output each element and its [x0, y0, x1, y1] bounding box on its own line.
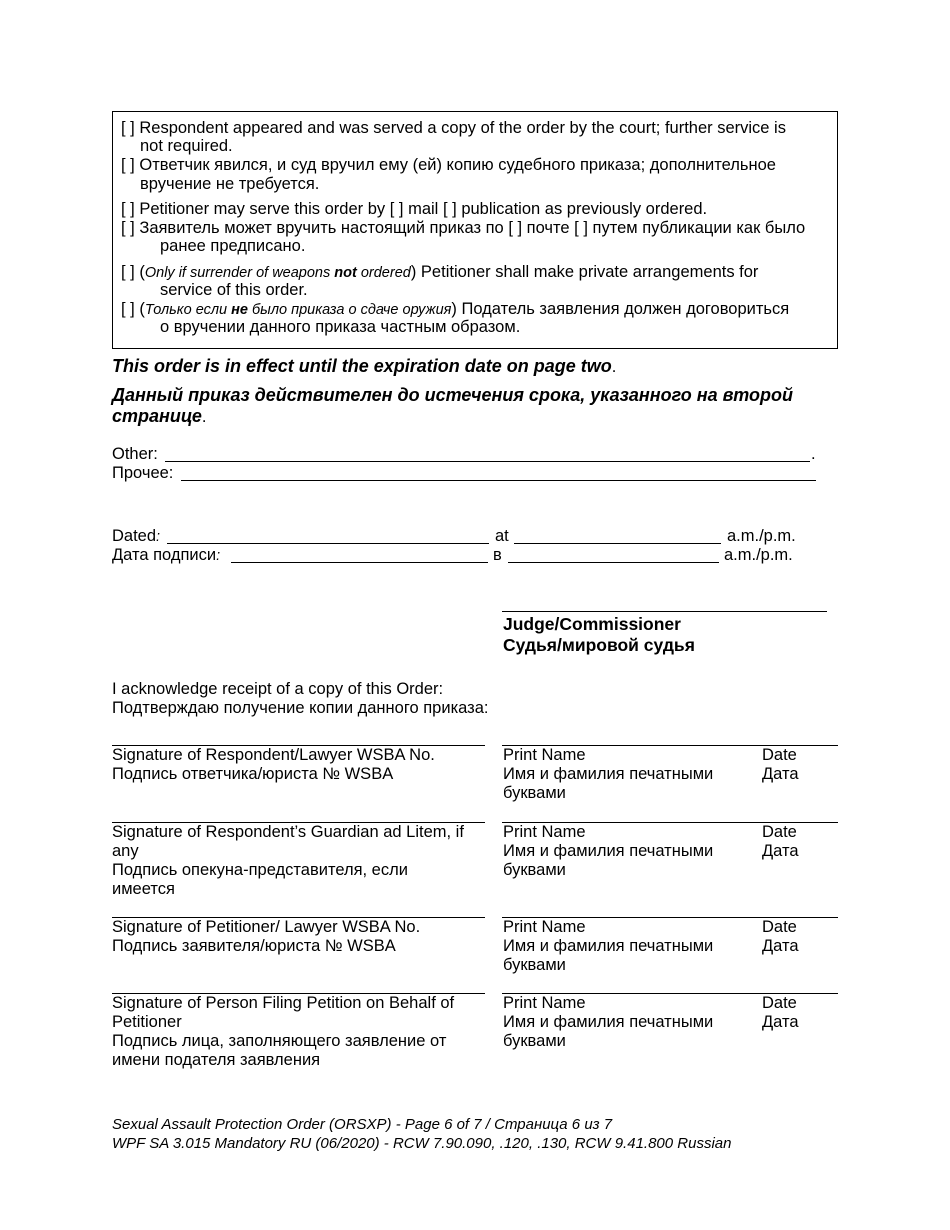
checkbox-served-by-court[interactable]: [ ]: [121, 119, 135, 137]
ampm-label: a.m./p.m.: [727, 527, 796, 545]
service-item-1-ru-cont: вручение не требуется.: [140, 175, 320, 193]
dated-input-line-ru[interactable]: [231, 562, 488, 563]
other-label-ru: Прочее:: [112, 464, 174, 482]
other-input-line[interactable]: [165, 461, 810, 462]
date-label: Date Дата: [762, 823, 799, 860]
signature-label: Signature of Petitioner/ Lawyer WSBA No. Подпись заявителя/юриста № WSBA: [112, 918, 421, 955]
print-name-label: Print Name Имя и фамилия печатными буквами: [503, 918, 714, 974]
print-name-label: Print Name Имя и фамилия печатными буквами: [503, 994, 714, 1050]
date-label: Date Дата: [762, 918, 799, 955]
service-item-2-ru-cont: ранее предписано.: [160, 237, 306, 255]
judge-title-ru: Судья/мировой судья: [503, 635, 695, 655]
signature-label: Signature of Respondent’s Guardian ad Litem, if any Подпись опекуна-представителя, если имеется: [112, 823, 464, 898]
ampm-label-ru: a.m./p.m.: [724, 546, 793, 564]
footer-line-1: Sexual Assault Protection Order (ORSXP) - Page 6 of 7 / Страница 6 из 7: [112, 1116, 613, 1133]
other-input-line-ru[interactable]: [181, 480, 816, 481]
dated-input-line[interactable]: [167, 543, 489, 544]
signature-label: Signature of Respondent/Lawyer WSBA No. Подпись ответчика/юриста № WSBA: [112, 746, 435, 783]
dated-at-label: at: [495, 527, 509, 545]
service-item-2-ru: [ ] Заявитель может вручить настоящий приказ по [ ] почте [ ] путем публикации как было: [121, 219, 806, 237]
checkbox-petitioner-may-serve[interactable]: [ ]: [121, 200, 135, 218]
judge-title-en: Judge/Commissioner: [503, 614, 681, 634]
effect-statement-en: This order is in effect until the expiration date on page two.: [112, 356, 617, 376]
checkbox-served-by-court-ru[interactable]: [ ]: [121, 156, 135, 174]
dated-label-ru: Дата подписи:: [112, 546, 221, 564]
checkbox-publication[interactable]: [ ]: [442, 200, 457, 218]
time-input-line[interactable]: [514, 543, 721, 544]
dated-label: Dated:: [112, 527, 161, 545]
checkbox-mail-ru[interactable]: [ ]: [508, 219, 523, 237]
time-input-line-ru[interactable]: [508, 562, 719, 563]
service-item-1-ru: [ ] Ответчик явился, и суд вручил ему (ей) копию судебного приказа; дополнительное: [121, 156, 776, 174]
service-item-1-en-cont: not required.: [140, 137, 233, 155]
service-item-3-ru: [ ] (Только если не было приказа о сдаче оружия) Податель заявления должен договориться: [121, 300, 790, 318]
service-item-3-ru-cont: о вручении данного приказа частным образом.: [160, 318, 521, 336]
date-label: Date Дата: [762, 746, 799, 783]
date-label: Date Дата: [762, 994, 799, 1031]
checkbox-publication-ru[interactable]: [ ]: [574, 219, 588, 237]
effect-statement-ru: Данный приказ действителен до истечения срока, указанного на второй: [112, 385, 794, 405]
checkbox-private-arrangements-ru[interactable]: [ ]: [121, 300, 135, 318]
other-period: .: [811, 445, 816, 463]
acknowledge-en: I acknowledge receipt of a copy of this Order:: [112, 680, 444, 698]
checkbox-petitioner-may-serve-ru[interactable]: [ ]: [121, 219, 135, 237]
signature-label: Signature of Person Filing Petition on Behalf of Petitioner Подпись лица, заполняющего заявление от имени подателя заявления: [112, 994, 455, 1069]
effect-statement-ru-cont: странице.: [112, 406, 207, 426]
judge-signature-line[interactable]: [502, 611, 827, 612]
service-item-1-en: [ ] Respondent appeared and was served a copy of the order by the court; further service is: [121, 119, 786, 137]
print-name-label: Print Name Имя и фамилия печатными буквами: [503, 746, 714, 802]
print-name-label: Print Name Имя и фамилия печатными буквами: [503, 823, 714, 879]
other-label: Other:: [112, 445, 158, 463]
service-item-2-en: [ ] Petitioner may serve this order by [ ] mail [ ] publication as previously ordered.: [121, 200, 708, 218]
footer-line-2: WPF SA 3.015 Mandatory RU (06/2020) - RCW 7.90.090, .120, .130, RCW 9.41.800 Russian: [112, 1135, 732, 1152]
dated-at-label-ru: в: [493, 546, 502, 564]
acknowledge-ru: Подтверждаю получение копии данного приказа:: [112, 699, 489, 717]
service-item-3-en: [ ] (Only if surrender of weapons not ordered) Petitioner shall make private arrangements for: [121, 263, 759, 281]
checkbox-private-arrangements[interactable]: [ ]: [121, 263, 135, 281]
service-item-3-en-cont: service of this order.: [160, 281, 308, 299]
checkbox-mail[interactable]: [ ]: [389, 200, 404, 218]
